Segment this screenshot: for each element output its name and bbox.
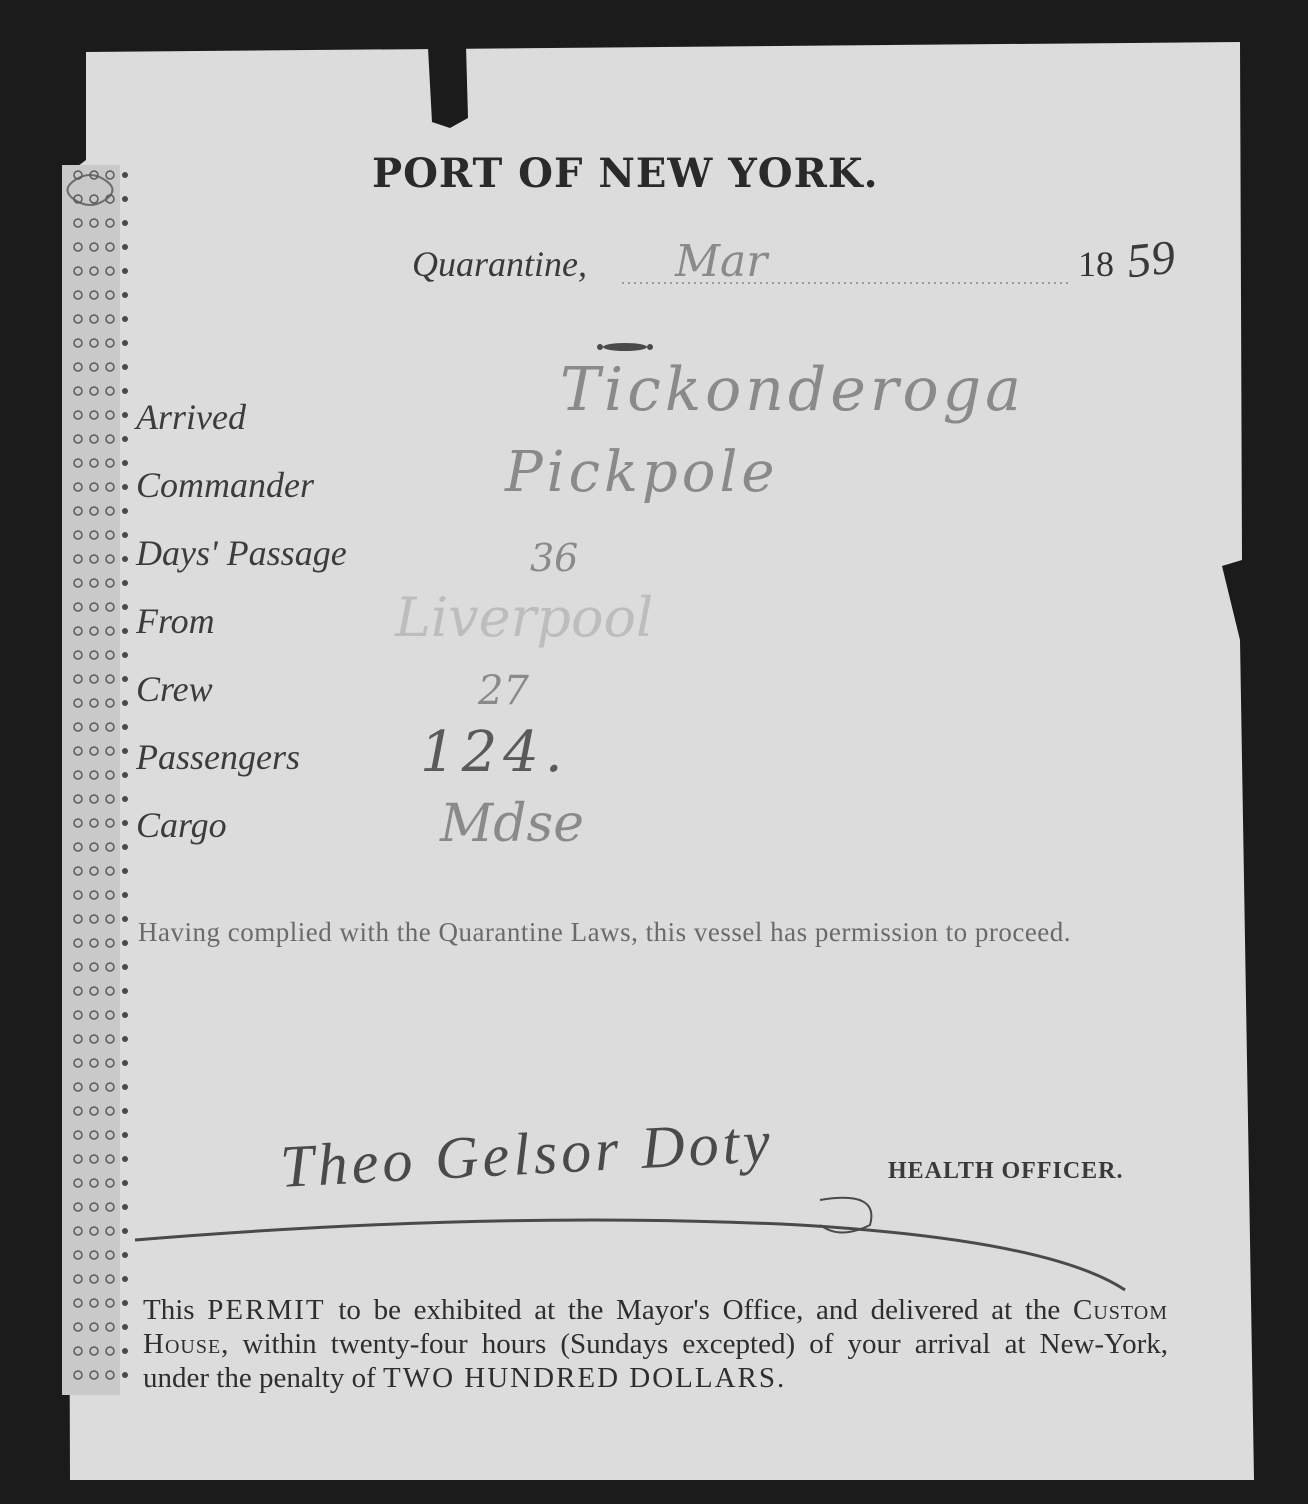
notice-custom-house: Custom House — [143, 1294, 1168, 1360]
notice-part2: to be exhibited at the Mayor's Office, and delivered at the — [325, 1294, 1073, 1326]
quarantine-label: Quarantine, — [412, 244, 587, 284]
notice-penalty: TWO HUNDRED DOLLARS. — [382, 1362, 787, 1394]
value-passengers: 124. — [420, 720, 569, 785]
notice-permit: PERMIT — [207, 1294, 326, 1326]
value-commander: Pickpole — [505, 440, 779, 505]
notice-part1: This — [143, 1294, 208, 1326]
label-from: From — [136, 601, 215, 641]
label-days-passage: Days' Passage — [136, 533, 347, 573]
document-title: PORT OF NEW YORK. — [372, 150, 879, 197]
handwritten-date: Mar — [675, 236, 768, 287]
value-days-passage: 36 — [530, 536, 579, 580]
label-crew: Crew — [136, 669, 213, 709]
label-passengers: Passengers — [136, 737, 300, 777]
notice-part3: , within twenty-four hours (Sundays excepted) of your arrival at New-York, under the penalty of — [143, 1328, 1168, 1394]
value-from: Liverpool — [395, 586, 654, 649]
value-cargo: Mdse — [440, 794, 584, 854]
year-handwritten: 59 — [1124, 230, 1178, 289]
paper-tear — [428, 46, 468, 128]
label-arrived: Arrived — [136, 397, 246, 437]
value-crew: 27 — [478, 668, 529, 714]
health-officer-title: HEALTH OFFICER. — [888, 1158, 1124, 1184]
year-printed: 18 — [1078, 244, 1114, 284]
signature-handwritten: Theo Gelsor Doty — [278, 1108, 776, 1200]
value-arrived: Tickonderoga — [560, 355, 1025, 425]
label-commander: Commander — [136, 465, 314, 505]
permit-notice — [143, 1293, 1168, 1395]
label-cargo: Cargo — [136, 805, 227, 845]
quarantine-statement: Having complied with the Quarantine Laws, this vessel has permission to proceed. — [138, 917, 1072, 947]
